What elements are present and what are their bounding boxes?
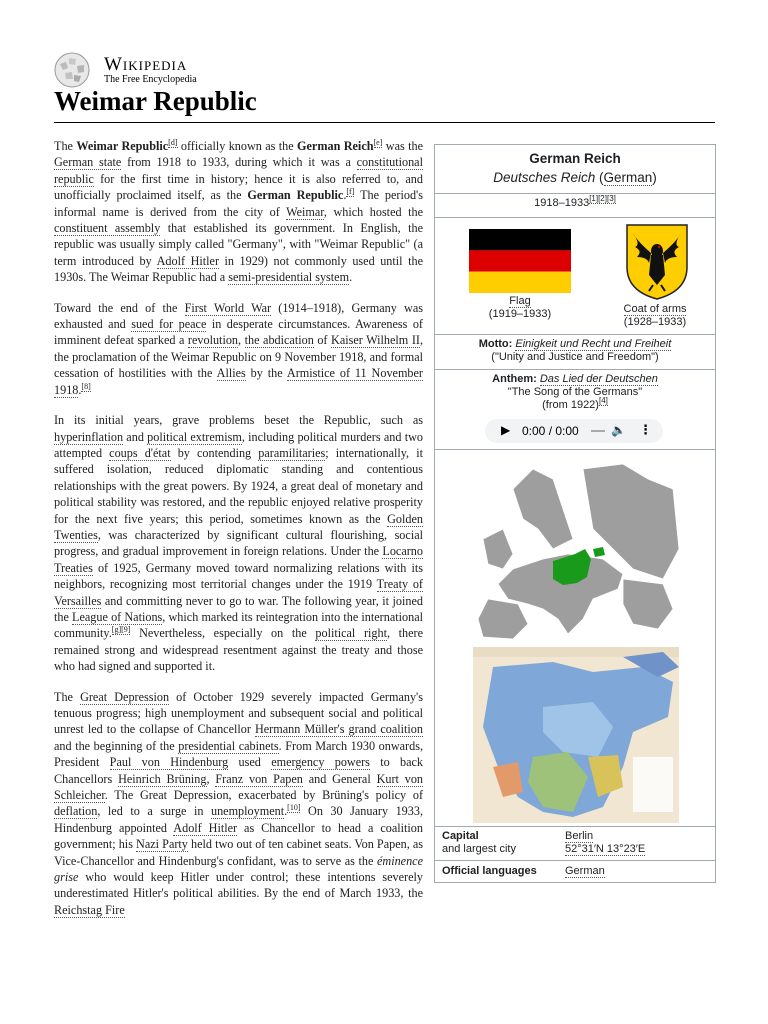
- article-link[interactable]: constitutional republic: [54, 155, 423, 186]
- article-link[interactable]: Paul von Hindenburg: [109, 755, 229, 770]
- native-language-link[interactable]: German: [603, 170, 653, 185]
- article-link[interactable]: Treaty of Versailles: [54, 577, 423, 608]
- infobox: [434, 144, 716, 883]
- article-paragraph: The Weimar Republic[d] officially known as the German Reich[e] was the German state from 1918 to 1933, during which it was a constitutional republic for the first time in history; hence it is also referred to, and unofficially proclaimed itself, as the German Republic.[f] The period's informal name is derived from the city of Weimar, which hosted the constituent assembly that established its government. In English, the republic was usually simply called "Germany", with "Weimar Republic" (a term introduced by Adolf Hitler in 1929) not commonly used until the 1930s. The Weimar Republic had a semi-presidential system.: [54, 137, 423, 285]
- infobox-divider: [435, 860, 715, 861]
- citation: [346, 187, 354, 197]
- page-title: Weimar Republic: [54, 86, 257, 116]
- capital-label: Capital: [442, 830, 479, 842]
- citation: [374, 138, 383, 148]
- weimar-states-map[interactable]: [473, 647, 679, 823]
- article-link[interactable]: Nazi Party: [136, 837, 188, 852]
- article-paragraph: Toward the end of the First World War (1914–1918), Germany was exhausted and sued for peace in desperate circumstances. Awareness of imminent defeat sparked a revolution, the abdication of Kaiser Wilhelm II, the proclamation of the Weimar Republic on 9 November 1918, and formal cessation of hostilities with the Allies by the Armistice of 11 November 1918.[8]: [54, 300, 423, 397]
- citation-link[interactable]: [d]: [168, 137, 178, 147]
- languages-row: [435, 865, 715, 879]
- infobox-divider: [435, 193, 715, 194]
- anthem-row: [435, 373, 715, 412]
- flag-years: (1919–1933): [488, 308, 552, 320]
- flag-image[interactable]: [469, 229, 571, 293]
- flag-link[interactable]: Flag: [509, 295, 531, 307]
- article-link[interactable]: constituent assembly: [54, 221, 161, 236]
- article-link[interactable]: Adolf Hitler: [173, 820, 238, 835]
- article-link[interactable]: emergency powers: [271, 755, 370, 770]
- citation: [81, 382, 90, 392]
- coordinates-link[interactable]: 52°31′N 13°23′E: [565, 843, 646, 855]
- infobox-divider: [435, 334, 715, 335]
- article-link[interactable]: political extremism: [147, 429, 242, 444]
- coa-years: (1928–1933): [623, 316, 687, 328]
- anthem-ref[interactable]: [4]: [598, 396, 608, 406]
- article-link[interactable]: Locarno Treaties: [54, 544, 423, 575]
- article-link[interactable]: Allies: [216, 366, 246, 381]
- article-link[interactable]: Kaiser Wilhelm II: [331, 333, 420, 348]
- citation-link[interactable]: [10]: [287, 803, 301, 813]
- motto-label: Motto:: [478, 338, 513, 350]
- article-link[interactable]: Franz von Papen: [215, 771, 303, 786]
- infobox-divider: [435, 449, 715, 450]
- wikipedia-globe-icon: [54, 52, 90, 88]
- infobox-title: German Reich: [529, 151, 621, 166]
- years-text: 1918–1933: [534, 197, 590, 209]
- article-link[interactable]: revolution: [187, 333, 239, 348]
- article-link[interactable]: Kurt von Schleicher: [54, 771, 424, 803]
- citation: [168, 138, 177, 148]
- audio-time: 0:00 / 0:00: [522, 424, 579, 438]
- languages-link[interactable]: German: [565, 865, 605, 877]
- article-link[interactable]: Great Depression: [80, 689, 170, 704]
- coa-link[interactable]: Coat of arms: [623, 303, 687, 315]
- article-link[interactable]: paramilitaries: [258, 445, 326, 460]
- anthem-link[interactable]: Das Lied der Deutschen: [539, 373, 658, 385]
- article-link[interactable]: German state: [54, 155, 122, 170]
- bold-term: German Reich: [297, 139, 374, 153]
- article-body: [54, 138, 423, 932]
- article-link[interactable]: Armistice of 11 November 1918: [54, 366, 423, 397]
- citation: [112, 625, 131, 635]
- article-link[interactable]: unemployment: [210, 804, 285, 819]
- article-link[interactable]: Adolf Hitler: [156, 253, 219, 268]
- languages-label: Official languages: [442, 865, 537, 877]
- infobox-divider: [435, 369, 715, 370]
- wikipedia-tagline: The Free Encyclopedia: [104, 74, 197, 85]
- volume-icon[interactable]: 🔈: [611, 423, 626, 437]
- capital-label-2: and largest city: [442, 843, 516, 855]
- citation-link[interactable]: [g][9]: [111, 625, 131, 635]
- article-link[interactable]: hyperinflation: [54, 429, 124, 444]
- italic-term: éminence grise: [54, 853, 423, 885]
- wikipedia-header[interactable]: [54, 52, 354, 88]
- article-link[interactable]: sued for peace: [131, 317, 207, 332]
- article-link[interactable]: coups d'état: [109, 445, 171, 460]
- article-link[interactable]: First World War: [184, 300, 272, 315]
- article-link[interactable]: Reichstag Fire: [54, 902, 125, 917]
- motto-row: [435, 338, 715, 364]
- europe-locator-map[interactable]: [473, 459, 679, 644]
- article-link[interactable]: League of Nations: [72, 609, 163, 624]
- citation-link[interactable]: [8]: [81, 381, 91, 391]
- anthem-note: (from 1922): [542, 399, 599, 411]
- article-link[interactable]: Weimar: [286, 204, 324, 219]
- wikipedia-wordmark: Wikipedia: [104, 54, 188, 75]
- citation: [287, 803, 300, 813]
- article-link[interactable]: Heinrich Brüning: [118, 771, 207, 786]
- article-link[interactable]: the abdication: [244, 333, 314, 348]
- native-name: Deutsches Reich: [493, 170, 596, 185]
- audio-player[interactable]: [485, 419, 663, 443]
- infobox-native-name: Deutsches Reich (German): [493, 170, 657, 185]
- article-paragraph: In its initial years, grave problems beset the Republic, such as hyperinflation and political extremism, including political murders and two attempted coups d'état by contending paramilitaries; internationally, it suffered isolation, reduced diplomatic standing and contentious relationships with the great powers. By 1924, a great deal of monetary and political stability was restored, and the republic enjoyed relative prosperity for the next five years; this period, sometimes known as the Golden Twenties, was characterized by significant cultural flourishing, social progress, and gradual improvement in foreign relations. Under the Locarno Treaties of 1925, Germany moved toward normalizing relations with its neighbors, recognizing most territorial changes under the 1919 Treaty of Versailles and committing never to go to war. The following year, it joined the League of Nations, which marked its reintegration into the international community.[g][9] Nevertheless, especially on the political right, there remained strong and widespread resentment against the treaty and those who had signed and supported it.: [54, 413, 424, 674]
- motto-translation: ("Unity and Justice and Freedom"): [491, 351, 659, 363]
- article-link[interactable]: Hermann Müller's grand coalition: [254, 722, 423, 737]
- article-link[interactable]: deflation: [54, 804, 98, 819]
- years-refs[interactable]: [1][2][3]: [589, 194, 616, 204]
- article-link[interactable]: Golden Twenties: [54, 511, 423, 542]
- citation-link[interactable]: [f]: [346, 187, 355, 197]
- audio-progress-icon[interactable]: [591, 430, 605, 432]
- bold-term: Weimar Republic: [76, 139, 169, 153]
- motto-link[interactable]: Einigkeit und Recht und Freiheit: [515, 338, 672, 350]
- article-link[interactable]: presidential cabinets: [178, 738, 279, 753]
- infobox-divider: [435, 217, 715, 218]
- capital-row: [435, 830, 715, 860]
- coa-caption: [595, 303, 715, 328]
- capital-link[interactable]: Berlin: [565, 830, 594, 842]
- title-divider: [54, 122, 715, 123]
- infobox-divider: [435, 826, 715, 827]
- bold-term: German Republic: [247, 188, 344, 203]
- article-paragraph: The Great Depression of October 1929 severely impacted Germany's tenuous progress; high unemployment and subsequent social and political unrest led to the collapse of Chancellor Hermann Müller's grand coalition and the beginning of the presidential cabinets. From March 1930 onwards, President Paul von Hindenburg used emergency powers to back Chancellors Heinrich Brüning, Franz von Papen and General Kurt von Schleicher. The Great Depression, exacerbated by Brüning's policy of deflation, led to a surge in unemployment.[10] On 30 January 1933, Hindenburg appointed Adolf Hitler as Chancellor to head a coalition government; his Nazi Party held two out of ten cabinet seats. Von Papen, as Vice-Chancellor and Hindenburg's confidant, was to serve as the éminence grise who would keep Hitler under control; these intentions severely underestimated Hitler's political abilities. By the end of March 1933, the Reichstag Fire: [54, 689, 424, 917]
- flag-caption: [455, 295, 585, 320]
- citation-link[interactable]: [e]: [373, 137, 383, 147]
- anthem-label: Anthem:: [492, 373, 537, 385]
- article-link[interactable]: semi-presidential system: [228, 270, 350, 285]
- play-icon[interactable]: ▶: [501, 423, 511, 437]
- more-options-icon[interactable]: ⋮: [639, 422, 652, 437]
- infobox-years: [435, 194, 715, 209]
- article-link[interactable]: political right: [315, 626, 387, 641]
- coat-of-arms-image[interactable]: [625, 223, 689, 301]
- anthem-translation: "The Song of the Germans": [507, 386, 643, 398]
